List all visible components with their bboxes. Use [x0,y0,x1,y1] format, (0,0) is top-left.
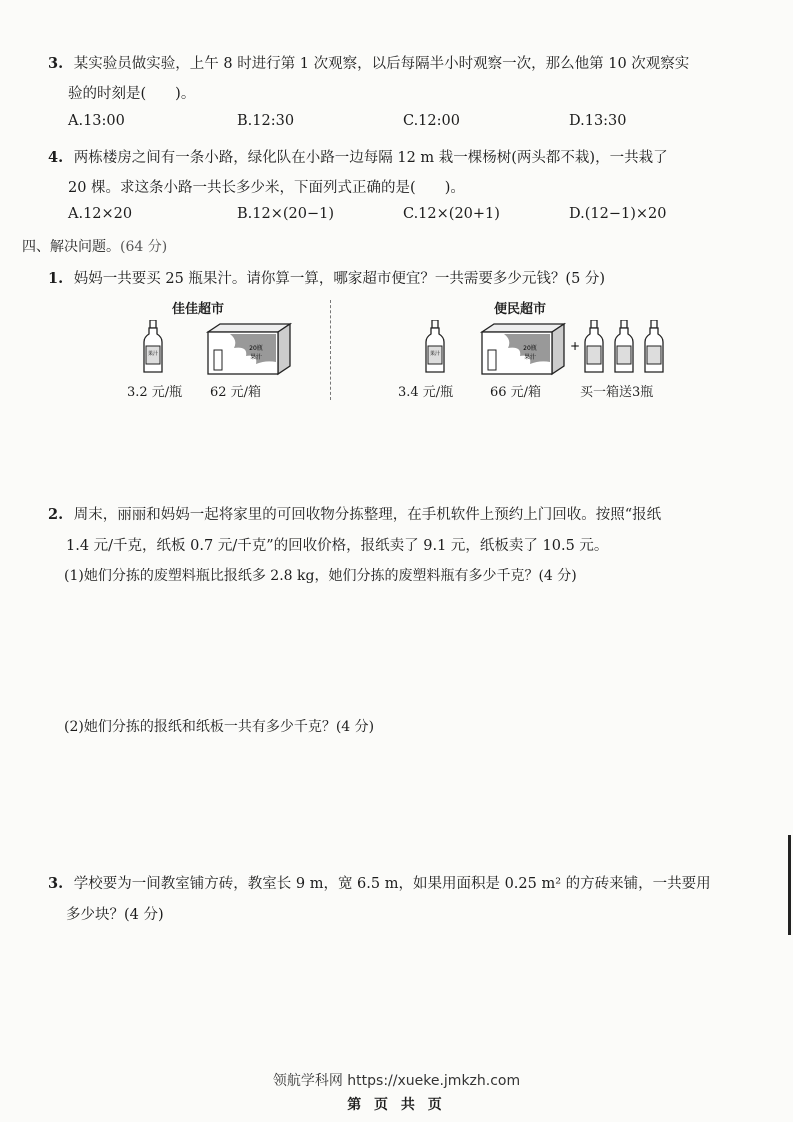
scan-edge [788,835,791,935]
q3-option-c[interactable]: C.12:00 [403,113,460,129]
problem-text: 学校要为一间教室铺方砖，教室长 9 m，宽 6.5 m，如果用面积是 0.25 m² 的方砖来铺，一共要用 [73,876,711,892]
store-a-name: 佳佳超市 [172,302,225,317]
store-b-promo: 买一箱送3瓶 [580,385,654,400]
page-number: 第 页 共 页 [347,1097,446,1113]
bottle-label: 果汁 [429,351,441,357]
q4-option-a[interactable]: A.12×20 [68,206,133,222]
footer-site: 领航学科网 https://xueke.jmkzh.com [272,1073,521,1089]
juice-box-icon [208,324,290,374]
question-number: 3. [48,55,64,72]
problem-text: 周末，丽丽和妈妈一起将家里的可回收物分拣整理，在手机软件上预约上门回收。按照“报纸 [73,507,662,523]
store-b-illustration [420,320,670,376]
problem-number: 2. [48,506,64,523]
store-a-box-price: 62 元/箱 [210,385,262,400]
question-4 [48,146,668,167]
problem-3-line2: 多少块？(4 分) [66,907,164,923]
section-heading [22,236,167,256]
plus-sign: + [570,339,581,353]
q4-option-b[interactable]: B.12×(20−1) [237,206,335,222]
problem-2-line2: 1.4 元/千克，纸板 0.7 元/千克”的回收价格，报纸卖了 9.1 元，纸板卖了 10.5 元。 [66,538,609,554]
problem-2-sub-2: (2)她们分拣的报纸和纸板一共有多少千克？(4 分) [64,719,375,735]
question-number: 4. [48,149,64,166]
q3-option-b[interactable]: B.12:30 [237,113,295,129]
problem-number: 3. [48,875,64,892]
box-label-1: 20瓶 [249,345,263,352]
store-b-name: 便民超市 [494,302,547,317]
store-b-box-price: 66 元/箱 [490,385,542,400]
problem-1 [48,267,605,288]
section-title: 四、解决问题。 [22,239,120,255]
store-a-bottle-price: 3.2 元/瓶 [127,385,183,400]
bottle-label: 果汁 [147,351,159,357]
box-label-2: 果汁 [523,354,537,361]
gift-bottle-icon [615,320,633,372]
store-divider [330,300,331,400]
question-text: 两栋楼房之间有一条小路，绿化队在小路一边每隔 12 m 栽一棵杨树(两头都不栽)，一共栽了 [73,150,668,166]
question-3 [48,52,689,73]
juice-bottle-icon [426,320,444,372]
problem-2-sub-1: (1)她们分拣的废塑料瓶比报纸多 2.8 kg，她们分拣的废塑料瓶有多少千克？(4 分) [64,568,577,584]
question-text: 某实验员做实验，上午 8 时进行第 1 次观察，以后每隔半小时观察一次，那么他第 10 次观察实 [73,56,690,72]
store-a-illustration [138,320,298,376]
juice-box-icon [482,324,564,374]
q3-option-d[interactable]: D.13:30 [569,113,627,129]
q4-option-d[interactable]: D.(12−1)×20 [569,206,667,222]
problem-2 [48,503,661,524]
store-b-bottle-price: 3.4 元/瓶 [398,385,454,400]
q3-option-a[interactable]: A.13:00 [68,113,125,129]
juice-bottle-icon [144,320,162,372]
question-4-line2: 20 棵。求这条小路一共长多少米，下面列式正确的是( )。 [68,180,465,196]
box-label-2: 果汁 [249,354,263,361]
q4-option-c[interactable]: C.12×(20+1) [403,206,500,222]
question-3-line2: 验的时刻是( )。 [68,86,196,102]
problem-text: 妈妈一共要买 25 瓶果汁。请你算一算，哪家超市便宜？一共需要多少元钱？(5 分) [73,271,606,287]
gift-bottle-icon [585,320,603,372]
gift-bottle-icon [645,320,663,372]
problem-3 [48,872,711,893]
section-score: (64 分) [120,239,168,255]
problem-number: 1. [48,270,64,287]
box-label-1: 20瓶 [523,345,537,352]
